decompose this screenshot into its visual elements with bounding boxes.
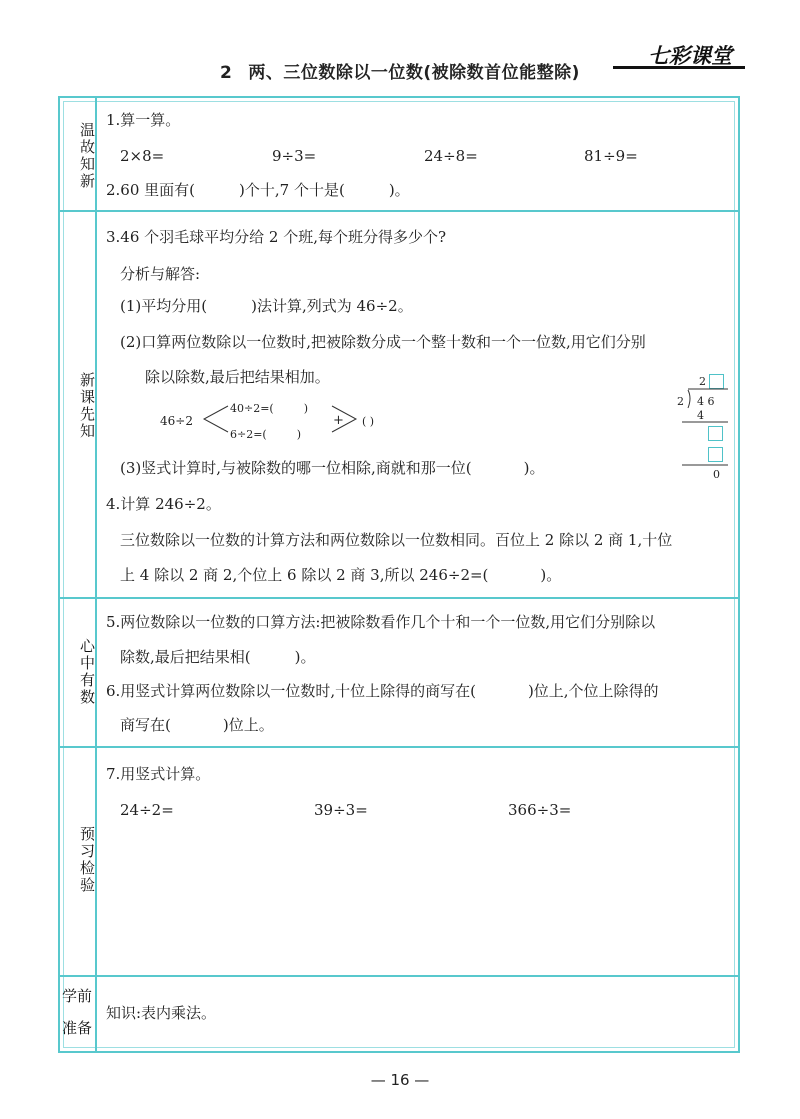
diagram-bottom: 6÷2=( ) <box>230 428 302 441</box>
section-divider <box>58 975 740 977</box>
answer-box <box>708 426 723 441</box>
prep-text: 知识:表内乘法。 <box>106 1004 217 1022</box>
diagram-result: ( ) <box>362 415 375 428</box>
q6-line1: 6.用竖式计算两位数除以一位数时,十位上除得的商写在( )位上,个位上除得的 <box>106 682 659 700</box>
q1-item: 81÷9= <box>584 147 638 165</box>
diagram-plus: + <box>333 413 344 428</box>
section-label-new-lesson: 新课先知 <box>78 372 96 440</box>
brand-underline <box>613 66 745 69</box>
section-label-warmup: 温故知新 <box>78 122 96 190</box>
q6-line2: 商写在( )位上。 <box>120 716 274 734</box>
lesson-title: 两、三位数除以一位数(被除数首位能整除) <box>248 63 580 83</box>
page-number: — 16 — <box>370 1071 430 1089</box>
q3-text: 3.46 个羽毛球平均分给 2 个班,每个班分得多少个? <box>106 228 447 246</box>
remainder: 0 <box>713 468 720 481</box>
diagram-top: 40÷2=( ) <box>230 402 309 415</box>
q5-line1: 5.两位数除以一位数的口算方法:把被除数看作几个十和一个一位数,用它们分别除以 <box>106 613 656 631</box>
quotient-digit: 2 <box>699 375 706 388</box>
answer-box <box>708 447 723 462</box>
lesson-number: 2 <box>220 63 233 83</box>
section-divider <box>58 210 740 212</box>
q2-text: 2.60 里面有( )个十,7 个十是( )。 <box>106 181 410 199</box>
section-label-check: 预习检验 <box>78 826 96 894</box>
brand-logo: 七彩课堂 <box>648 44 732 68</box>
q1-item: 24÷8= <box>424 147 478 165</box>
part1-text: (1)平均分用( )法计算,列式为 46÷2。 <box>120 297 413 315</box>
q1-item: 9÷3= <box>272 147 317 165</box>
section-label-prep-line2: 准备 <box>61 1019 92 1037</box>
section-divider <box>58 746 740 748</box>
divisor: 2 <box>677 395 684 408</box>
part2-line2: 除以除数,最后把结果相加。 <box>145 368 330 386</box>
q7-title: 7.用竖式计算。 <box>106 765 211 783</box>
q1-title: 1.算一算。 <box>106 111 181 129</box>
label-column-divider <box>95 96 97 1053</box>
section-label-prep-line1: 学前 <box>61 987 92 1005</box>
q1-item: 2×8= <box>120 147 165 165</box>
section-divider <box>58 597 740 599</box>
q7-item: 24÷2= <box>120 801 174 819</box>
subtract-digit: 4 <box>697 409 704 422</box>
part3-text: (3)竖式计算时,与被除数的哪一位相除,商就和那一位( )。 <box>120 459 545 477</box>
q4-line2: 上 4 除以 2 商 2,个位上 6 除以 2 商 3,所以 246÷2=( )。 <box>120 566 562 584</box>
analysis-label: 分析与解答: <box>120 265 201 283</box>
q4-line1: 三位数除以一位数的计算方法和两位数除以一位数相同。百位上 2 除以 2 商 1,十位 <box>120 531 673 549</box>
dividend: 4 6 <box>697 395 715 408</box>
answer-box <box>709 374 724 389</box>
q7-item: 366÷3= <box>508 801 572 819</box>
q7-item: 39÷3= <box>314 801 368 819</box>
part2-line1: (2)口算两位数除以一位数时,把被除数分成一个整十数和一个一位数,用它们分别 <box>120 333 646 351</box>
diagram-expr: 46÷2 <box>160 414 193 428</box>
q4-title: 4.计算 246÷2。 <box>106 495 221 513</box>
section-label-mind: 心中有数 <box>78 638 96 706</box>
q5-line2: 除数,最后把结果相( )。 <box>120 648 316 666</box>
